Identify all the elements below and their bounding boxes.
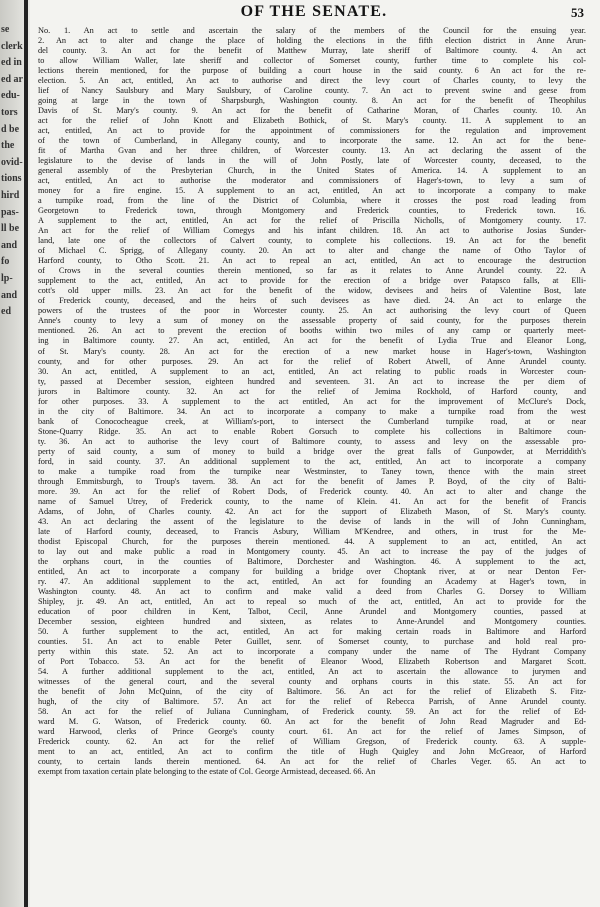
text-line: to lay out and make public a road in Montgomery county. 45. An act to increase the pay of the judges of: [38, 546, 586, 556]
text-line: fit of Martha Gvan and her three children, of Worcester county. 13. An act declaring the assent of the: [38, 146, 586, 156]
text-line: ward Harwood, clerks of Prince George's county court. 61. An act for the relief of James Simpson, of: [38, 727, 586, 737]
text-line: Georgetown to Frederick town, through Montgomery and Frederick counties, to Frederick town. 16.: [38, 206, 586, 216]
facing-page-fragment: [0, 321, 24, 338]
text-line: A supplement to the act, entitled, An act for the relief of Priscilla Nicholls, of Montgomery county. 17.: [38, 216, 586, 226]
page-number: 53: [571, 5, 584, 20]
text-line: county, and for other purposes. 29. An act for the relief of Robert Atwell, of Anne Arundel county.: [38, 356, 586, 366]
text-line: general assembly of the Presbyterian Church, in the United States of America. 14. A supplement to an: [38, 166, 586, 176]
facing-page-fragment: ed ar: [1, 73, 23, 85]
text-line: ment to an act, entitled, An act to confirm the title of Hugh Quigley and John McGreaor, of Harford: [38, 747, 586, 757]
text-line: ty, passed at December session, eighteen hundred and seventeen. 31. An act to increase the per diem of: [38, 376, 586, 386]
facing-page-fragment: edu-: [1, 90, 20, 102]
facing-page-fragment: ed: [1, 306, 11, 318]
text-line: No. 1. An act to settle and ascertain the salary of the members of the Council for the ensuing year.: [38, 26, 586, 35]
facing-page-fragment: [0, 536, 24, 553]
text-line: perty within this state. 52. An act to incorporate a company under the name of The Hydrant Company: [38, 646, 586, 656]
facing-page-fragment: [0, 420, 24, 437]
text-line: jurors in Baltimore county. 32. An act for the relief of Jemima Rockhold, of Harford county, and: [38, 386, 586, 396]
facing-page-fragment: the: [1, 140, 15, 152]
text-line: Shipley, jr. 49. An act, entitled, An act to repeal so much of the act, entitled, An act to provide for the: [38, 596, 586, 606]
facing-page-fragment: [0, 387, 24, 404]
facing-page-fragment: ed in: [1, 57, 22, 69]
text-line: of Frederick county, deceased, and the heirs of such devisees as have died. 24. An act to enlarge the: [38, 296, 586, 306]
text-line: perty of said county, a sum of money to build a bridge over the great falls of Gunpowder, at Merriddith's: [38, 446, 586, 456]
text-line: of St. Mary's county. 28. An act for the erection of a new market house in Hager's-town, Washington: [38, 346, 586, 356]
facing-page-fragment: [0, 669, 24, 686]
facing-page-fragment: clerk: [1, 40, 23, 52]
facing-page-fragment: [0, 736, 24, 753]
text-line: An act for the relief of William Comegys and his infant children. 18. An act to authorise Josias Sunder-: [38, 226, 586, 236]
facing-page-fragment: se: [1, 24, 10, 35]
text-line: Davis of St. Mary's county. 9. An act for the benefit of Catharine Moran, of Charles county. 10. An: [38, 106, 586, 116]
facing-page-fragment: [0, 636, 24, 653]
text-line: bank of Conococheague creek, at William's-port, to intersect the Cumberland turnpike road, at or near: [38, 416, 586, 426]
facing-page-fragment: [0, 370, 24, 387]
text-line: in the city of Baltimore. 34. An act to incorporate a company to make a turnpike road from the west: [38, 406, 586, 416]
facing-page-fragment: lp-: [1, 272, 13, 284]
binding-rule: [24, 0, 28, 907]
text-line: hugh, of the city of Baltimore. 57. An act for the relief of Rebecca Parrish, of Anne Arundel county.: [38, 697, 586, 707]
text-line: ford, in said county. 37. An additional supplement to the act, entitled, An act to incorporate a company: [38, 456, 586, 466]
text-line: Adams, of John, of Charles county. 42. An act for the support of Elizabeth Mason, of St. Mary's county.: [38, 506, 586, 516]
text-line: 54. A further additional supplement to the act, entitled, An act to ascertain the allowance to jurymen and: [38, 667, 586, 676]
facing-page-fragment: [0, 487, 24, 504]
facing-page-fragment: [0, 404, 24, 421]
text-line: Stone-Quarry Ridge. 35. An act to enable Robert Gorsuch to complete his collections in Baltimore coun-: [38, 426, 586, 436]
facing-page-fragment: hird: [1, 189, 20, 201]
text-line: of Michael C. Sprigg, of Allegany county. 20. An act to alter and change the name of Otho Taylor of: [38, 246, 586, 256]
text-line: act, entitled, An act to provide for the appointment of commissioners for the regulation and improvement: [38, 126, 586, 136]
facing-page-fragment: [0, 453, 24, 470]
text-line: lections therein mentioned, for the purpose of building a court house in the said county. 6 An act for the re-: [38, 66, 586, 76]
facing-page-fragment: [0, 470, 24, 487]
text-line: ing in Baltimore county. 27. An act, entitled, An act for the benefit of Lydia True and Eleanor Long,: [38, 336, 586, 346]
text-line: of Crows in the several counties therein mentioned, so far as it relates to Anne Arundel county. 22. A: [38, 266, 586, 276]
text-line: late of Harford county, deceased, to Francis Asbury, William M'Kendree, and others, in trust for the Me-: [38, 526, 586, 536]
facing-page-fragment: tors: [1, 106, 18, 118]
text-line: Anne's county to levy a sum of money on the assessable property of said county, for the purposes therein: [38, 316, 586, 326]
facing-page-fragment: pas-: [1, 206, 19, 218]
facing-page-fragment: [0, 337, 24, 354]
facing-page-fragment: d be: [1, 123, 20, 135]
facing-page-fragment: [0, 603, 24, 620]
text-line: the benefit of John McQuinn, of the city of Baltimore. 56. An act for the relief of Elizabeth S. Fitz-: [38, 687, 586, 697]
facing-page-fragment: [0, 835, 24, 852]
text-line: 43. An act declaring the assent of the legislature to the devise of lands in the will of John Cunningham,: [38, 516, 586, 526]
text-line: exempt from taxation certain plate belonging to the estate of Col. George Armistead, deceased. 66. An: [38, 767, 376, 777]
facing-page-fragment: [0, 702, 24, 719]
text-line: counties. 51. An act to enable Peter Guillet, senr. of Somerset county, to purchase and hold real pro-: [38, 636, 586, 646]
facing-page-fragment: [0, 503, 24, 520]
text-line: more. 39. An act for the relief of Robert Dods, of Frederick county. 40. An act to alter and change the: [38, 486, 586, 496]
text-line: ty. 36. An act to authorise the levy court of Baltimore county, to assess and levy on the assessable pro-: [38, 436, 586, 446]
text-line: witnesses of the general court, and the several county and orphans courts in this state. 55. An act for: [38, 677, 586, 687]
text-line: powers of the trustees of the poor in Worcester county. 25. An act authorising the levy court of Queen: [38, 306, 586, 316]
text-line: ward M. G. Watson, of Frederick county. 60. An act for the benefit of John Read Magruder and Ed-: [38, 717, 586, 727]
text-line: the orphans court, in the counties of Baltimore, Dorchester and Washington. 46. A supplement to the act,: [38, 556, 586, 566]
facing-page-fragment: [0, 752, 24, 769]
facing-page-fragment: [0, 868, 24, 885]
facing-page-fragment: [0, 553, 24, 570]
text-line: entitled, An act to incorporate a company for building a bridge over Choptank river, at or near Denton Fer-: [38, 566, 586, 576]
text-line: name of Samuel Utrey, of Frederick county, to the name of Klein. 41. An act for the benefit of Francis: [38, 496, 586, 506]
text-line: of Port Tobacco. 53. An act for the benefit of Eleanor Wood, Elizabeth Robertson and Margaret Scott.: [38, 656, 586, 666]
facing-page-fragment: [0, 802, 24, 819]
facing-page-fragment: [0, 437, 24, 454]
text-line: del county. 3. An act for the benefit of Matthew Murray, late sheriff of Baltimore county. 4. An act: [38, 46, 586, 56]
text-line: to make a turnpike road from the turnpike near Westminster, to Taney town, thence with the main street: [38, 466, 586, 476]
facing-page-fragment: and: [1, 239, 18, 251]
facing-page-fragment: ovid-: [1, 156, 23, 168]
text-line: 50. A further supplement to the act, entitled, An act for making certain roads in Baltimore and Harford: [38, 626, 586, 636]
facing-page-fragment: [0, 819, 24, 836]
text-line: thodist Episcopal Church, for the purposes therein mentioned. 44. A supplement to an act, entitled, An act: [38, 536, 586, 546]
facing-page-fragments: [0, 22, 24, 907]
facing-page-fragment: [0, 901, 24, 907]
text-line: of the town of Cumberland, in Allegany county, and to incorporate the same. 12. An act for the bene-: [38, 136, 586, 146]
facing-page-fragment: [0, 354, 24, 371]
facing-page-fragment: [0, 586, 24, 603]
page-header: [40, 3, 588, 25]
text-line: 58. An act for the relief of Juliana Cunningham, of Frederick county. 59. An act for the relief of Ed-: [38, 707, 586, 717]
text-line: Washington county. 48. An act to confirm and make valid a deed from Charles G. Dorsey to William: [38, 586, 586, 596]
facing-page-fragment: ll be: [1, 223, 20, 235]
facing-page-fragment: [0, 619, 24, 636]
text-line: December session, eighteen hundred and sixteen, as relates to Anne-Arundel and Montgomery counties.: [38, 616, 586, 626]
facing-page-fragment: tions: [1, 173, 22, 185]
text-line: land, late one of the collectors of Calvert county, to complete his collections. 19. An act for the benefit: [38, 236, 586, 246]
facing-page-edge: [0, 0, 30, 907]
text-line: to allow William Waller, late sheriff and collector of Somerset county, further time to complete his col-: [38, 56, 586, 66]
text-line: 30. An act, entitled, A supplement to an act, entitled, An act relating to public roads in Worcester coun-: [38, 366, 586, 376]
facing-page-fragment: [0, 520, 24, 537]
text-line: money for a fire engine. 15. A supplement to an act, entitled, An act to incorporate a company to make: [38, 186, 586, 196]
facing-page-fragment: [0, 769, 24, 786]
text-line: election. 5. An act, entitled, An act to authorise and direct the levy court of Charles county, to levy the: [38, 76, 586, 86]
text-line: act, entitled, An act to authorise the moderator and commissioners of Hager's-town, to levy a sum of: [38, 176, 586, 186]
text-line: for other purposes. 33. A supplement to the act entitled, An act for the improvement of McClure's Dock,: [38, 396, 586, 406]
facing-page-fragment: [0, 686, 24, 703]
facing-page-fragment: [0, 570, 24, 587]
text-line: Harford county, to Otho Scott. 21. An act to repeal an act, entitled, An act to encourage the destruction: [38, 256, 586, 266]
text-line: going at large in the town of Sharpsburgh, Washington county. 8. An act for the benefit of Theophilus: [38, 96, 586, 106]
text-line: lief of Nancy Saulsbury and Mary Saulsbury, of Caroline county. 7. An act to prevent swine and geese from: [38, 86, 586, 96]
text-line: education of poor children in Kent, Talbot, Cecil, Anne Arundel and Montgomery counties, passed at: [38, 606, 586, 616]
text-line: mentioned. 26. An act to prevent the erection of booths within two miles of any camp or quarterly meet-: [38, 326, 586, 336]
text-line: 2. An act to alter and change the place of holding the elections in the fifth election district in Anne Arun-: [38, 36, 586, 46]
text-line: county, to certain lands therein mentioned. 64. An act for the relief of Charles Veger. 65. An act to: [38, 757, 586, 767]
text-line: a turnpike road, from the line of the District of Columbia, where it crosses the post road leading from: [38, 196, 586, 206]
text-line: cott's old upper mills. 23. An act for the benefit of the widow, devisees and heirs of Valentine Bost, late: [38, 286, 586, 296]
running-title: OF THE SENATE.: [240, 3, 388, 20]
text-line: ry. 47. An additional supplement to the act, entitled, An act for founding an Academy at Hager's town, in: [38, 576, 586, 586]
facing-page-fragment: [0, 719, 24, 736]
facing-page-fragment: fo: [1, 256, 10, 268]
text-line: supplement to the act, entitled, An act to provide for the erection of a bridge over Patapsco falls, at Elli-: [38, 276, 586, 286]
text-line: act for the relief of John Knott and Elizabeth Bothick, of St. Mary's county. 11. A supplement to an: [38, 116, 586, 126]
text-line: legislature to the devise of lands in the will of John Postly, late of Worcester county, deceased, to the: [38, 156, 586, 166]
text-line: through Emmitsburgh, to Troup's tavern. 38. An act for the benefit of James P. Boyd, of the city of Balti-: [38, 476, 586, 486]
facing-page-fragment: [0, 653, 24, 670]
facing-page-fragment: [0, 885, 24, 902]
text-line: Frederick county. 62. An act for the relief of William Gregson, of Frederick county. 63. A supple-: [38, 737, 586, 747]
text-body: [38, 26, 586, 903]
facing-page-fragment: and: [1, 289, 18, 301]
facing-page-fragment: [0, 785, 24, 802]
facing-page-fragment: [0, 852, 24, 869]
